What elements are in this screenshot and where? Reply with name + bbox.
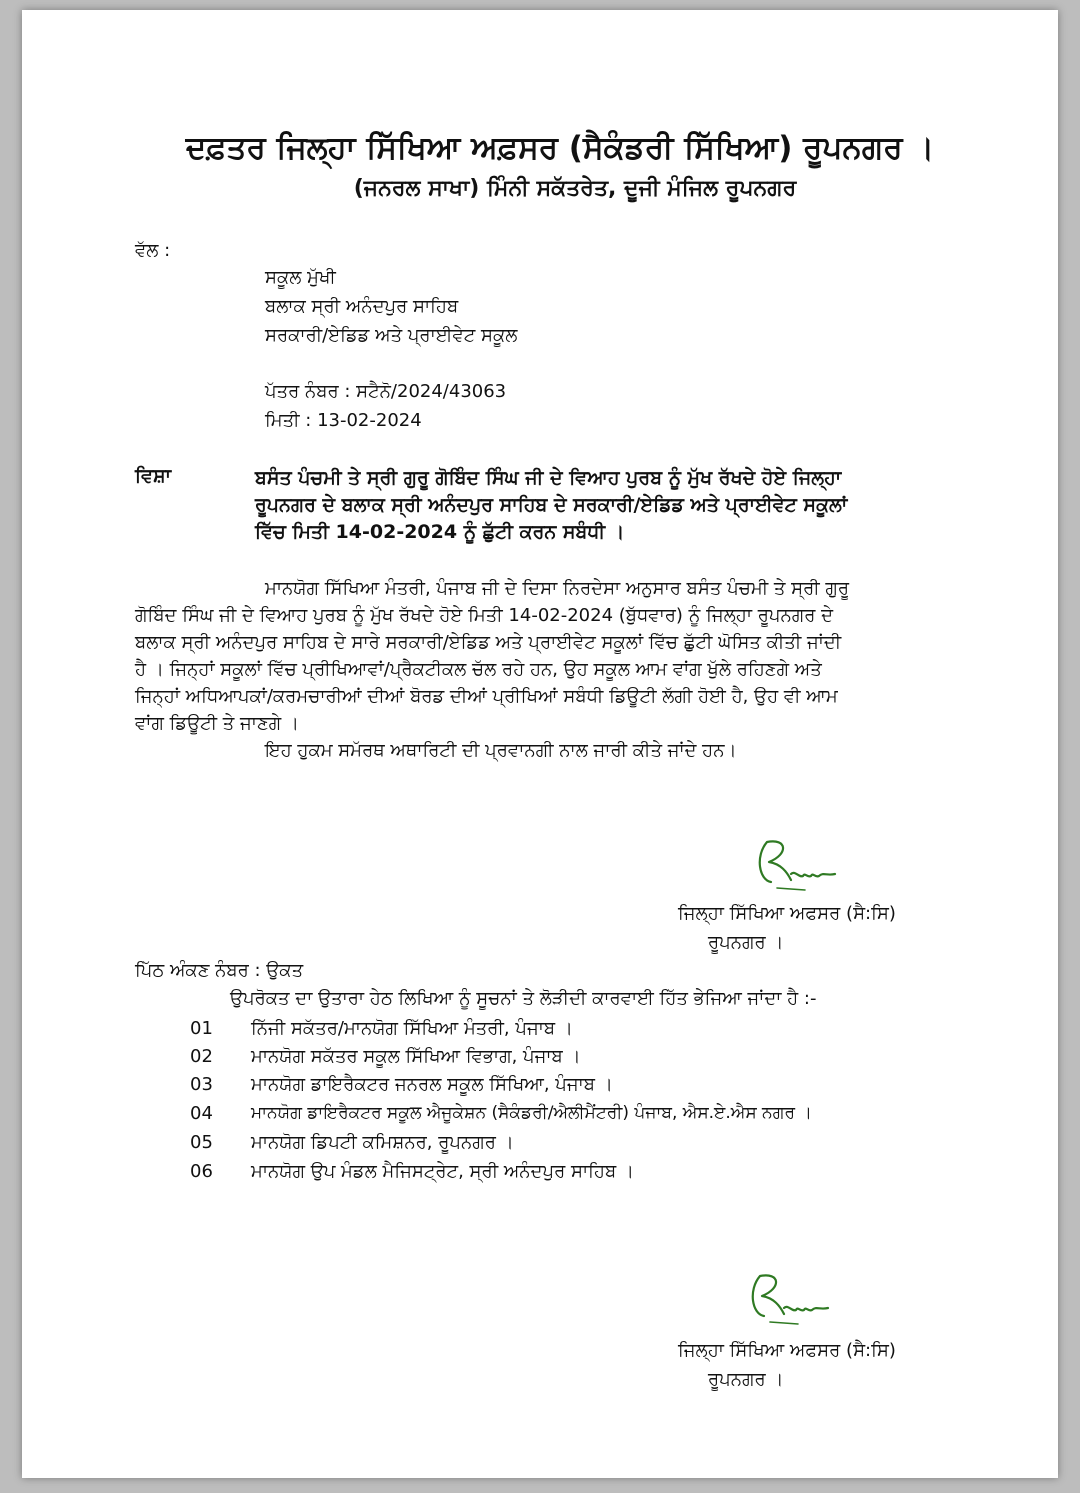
body-line-3: ਬਲਾਕ ਸ੍ਰੀ ਅਨੰਦਪੁਰ ਸਾਹਿਬ ਦੇ ਸਾਰੇ ਸਰਕਾਰੀ/ਏਡਿਡ ਅਤੇ ਪ੍ਰਾਈਵੇਟ ਸਕੂਲਾਂ ਵਿੱਚ ਛੁੱਟੀ ਘੋਸਿਤ ਕੀਤੀ ਜਾਂਦੀ xyxy=(135,632,842,653)
copy-item-number: 06 xyxy=(190,1161,213,1182)
copy-item-number: 01 xyxy=(190,1018,213,1039)
subject-text xyxy=(255,465,955,546)
letter-number: ਪੱਤਰ ਨੰਬਰ : ਸਟੈਨੋ/2024/43063 xyxy=(265,381,507,402)
body-paragraph xyxy=(135,575,965,764)
signature-1-place: ਰੂਪਨਗਰ । xyxy=(708,932,784,953)
signature-2-designation: ਜਿਲ੍ਹਾ ਸਿੱਖਿਆ ਅਫਸਰ (ਸੈ:ਸਿ) xyxy=(678,1340,896,1361)
copy-item-text: ਮਾਨਯੋਗ ਸਕੱਤਰ ਸਕੂਲ ਸਿੱਖਿਆ ਵਿਭਾਗ, ਪੰਜਾਬ । xyxy=(251,1046,581,1067)
recipient-line-3: ਸਰਕਾਰੀ/ਏਡਿਡ ਅਤੇ ਪ੍ਰਾਈਵੇਟ ਸਕੂਲ xyxy=(265,325,518,346)
recipient-line-1: ਸਕੂਲ ਮੁੱਖੀ xyxy=(265,267,336,288)
document-page xyxy=(22,10,1058,1478)
office-title: ਦਫ਼ਤਰ ਜਿਲ੍ਹਾ ਸਿੱਖਿਆ ਅਫ਼ਸਰ (ਸੈਕੰਡਰੀ ਸਿੱਖਿਆ) ਰੂਪਨਗਰ । xyxy=(185,130,935,166)
copy-item-text: ਨਿੱਜੀ ਸਕੱਤਰ/ਮਾਨਯੋਗ ਸਿੱਖਿਆ ਮੰਤਰੀ, ਪੰਜਾਬ । xyxy=(251,1018,573,1039)
body-line-1: ਮਾਨਯੋਗ ਸਿੱਖਿਆ ਮੰਤਰੀ, ਪੰਜਾਬ ਜੀ ਦੇ ਦਿਸਾ ਨਿਰਦੇਸਾ ਅਨੁਸਾਰ ਬਸੰਤ ਪੰਚਮੀ ਤੇ ਸ੍ਰੀ ਗੁਰੂ xyxy=(265,578,850,599)
endorsement-intro: ਉਪਰੋਕਤ ਦਾ ਉਤਾਰਾ ਹੇਠ ਲਿਖਿਆ ਨੂੰ ਸੂਚਨਾਂ ਤੇ ਲੋੜੀਦੀ ਕਾਰਵਾਈ ਹਿੱਤ ਭੇਜਿਆ ਜਾਂਦਾ ਹੈ :- xyxy=(230,988,817,1009)
copy-item-number: 05 xyxy=(190,1132,213,1153)
copy-item-number: 04 xyxy=(190,1103,213,1124)
body-line-5: ਜਿਨ੍ਹਾਂ ਅਧਿਆਪਕਾਂ/ਕਰਮਚਾਰੀਆਂ ਦੀਆਂ ਬੋਰਡ ਦੀਆਂ ਪ੍ਰੀਖਿਆਂ ਸਬੰਧੀ ਡਿਊਟੀ ਲੱਗੀ ਹੋਈ ਹੈ, ਉਹ ਵੀ ਆਮ xyxy=(135,686,838,707)
subject-line-3: ਵਿੱਚ ਮਿਤੀ 14-02-2024 ਨੂੰ ਛੁੱਟੀ ਕਰਨ ਸਬੰਧੀ । xyxy=(255,521,625,543)
signature-1-designation: ਜਿਲ੍ਹਾ ਸਿੱਖਿਆ ਅਫਸਰ (ਸੈ:ਸਿ) xyxy=(678,903,896,924)
signature-2-place: ਰੂਪਨਗਰ । xyxy=(708,1369,784,1390)
signature-2-image xyxy=(740,1266,840,1328)
office-subtitle: (ਜਨਰਲ ਸਾਖਾ) ਮਿੰਨੀ ਸਕੱਤਰੇਤ, ਦੂਜੀ ਮੰਜਿਲ ਰੂਪਨਗਰ xyxy=(353,176,797,201)
copy-item-text: ਮਾਨਯੋਗ ਉਪ ਮੰਡਲ ਮੈਜਿਸਟ੍ਰੇਟ, ਸ੍ਰੀ ਅਨੰਦਪੁਰ ਸਾਹਿਬ । xyxy=(251,1161,635,1182)
letter-date: ਮਿਤੀ : 13-02-2024 xyxy=(265,410,422,431)
endorsement-number: ਪਿੱਠ ਅੰਕਣ ਨੰਬਰ : ਉਕਤ xyxy=(135,960,304,981)
copy-item-text: ਮਾਨਯੋਗ ਡਾਇਰੈਕਟਰ ਜਨਰਲ ਸਕੂਲ ਸਿੱਖਿਆ, ਪੰਜਾਬ । xyxy=(251,1074,613,1095)
copy-item-number: 02 xyxy=(190,1046,213,1067)
signature-1-image xyxy=(747,832,847,894)
body-closing: ਇਹ ਹੁਕਮ ਸਮੱਰਥ ਅਥਾਰਿਟੀ ਦੀ ਪ੍ਰਵਾਨਗੀ ਨਾਲ ਜਾਰੀ ਕੀਤੇ ਜਾਂਦੇ ਹਨ। xyxy=(265,740,737,761)
body-line-6: ਵਾਂਗ ਡਿਊਟੀ ਤੇ ਜਾਣਗੇ । xyxy=(135,713,300,734)
recipient-line-2: ਬਲਾਕ ਸ੍ਰੀ ਅਨੰਦਪੁਰ ਸਾਹਿਬ xyxy=(265,296,459,317)
copy-item-text: ਮਾਨਯੋਗ ਡਿਪਟੀ ਕਮਿਸ਼ਨਰ, ਰੂਪਨਗਰ । xyxy=(251,1132,514,1153)
body-line-2: ਗੋਬਿੰਦ ਸਿੰਘ ਜੀ ਦੇ ਵਿਆਹ ਪੁਰਬ ਨੂੰ ਮੁੱਖ ਰੱਖਦੇ ਹੋਏ ਮਿਤੀ 14-02-2024 (ਬੁੱਧਵਾਰ) ਨੂੰ ਜਿਲ੍ਹਾ ਰੂਪਨਗਰ ਦੇ xyxy=(135,605,834,626)
subject-label: ਵਿਸ਼ਾ xyxy=(135,465,172,487)
subject-line-2: ਰੂਪਨਗਰ ਦੇ ਬਲਾਕ ਸ੍ਰੀ ਅਨੰਦਪੁਰ ਸਾਹਿਬ ਦੇ ਸਰਕਾਰੀ/ਏਡਿਡ ਅਤੇ ਪ੍ਰਾਈਵੇਟ ਸਕੂਲਾਂ xyxy=(255,494,848,516)
body-line-4: ਹੈ । ਜਿਨ੍ਹਾਂ ਸਕੂਲਾਂ ਵਿੱਚ ਪ੍ਰੀਖਿਆਵਾਂ/ਪ੍ਰੈਕਟੀਕਲ ਚੱਲ ਰਹੇ ਹਨ, ਉਹ ਸਕੂਲ ਆਮ ਵਾਂਗ ਖੁੱਲੇ ਰਹਿਣਗੇ ਅਤੇ xyxy=(135,659,822,680)
to-label: ਵੱਲ : xyxy=(135,240,171,261)
copy-item-text: ਮਾਨਯੋਗ ਡਾਇਰੈਕਟਰ ਸਕੂਲ ਐਜੂਕੇਸ਼ਨ (ਸੈਕੰਡਰੀ/ਐਲੀਮੈਂਟਰੀ) ਪੰਜਾਬ, ਐਸ.ਏ.ਐਸ ਨਗਰ । xyxy=(251,1103,812,1123)
copy-item-number: 03 xyxy=(190,1074,213,1095)
subject-line-1: ਬਸੰਤ ਪੰਚਮੀ ਤੇ ਸ੍ਰੀ ਗੁਰੂ ਗੋਬਿੰਦ ਸਿੰਘ ਜੀ ਦੇ ਵਿਆਹ ਪੁਰਬ ਨੂੰ ਮੁੱਖ ਰੱਖਦੇ ਹੋਏ ਜਿਲ੍ਹਾ xyxy=(255,467,842,489)
